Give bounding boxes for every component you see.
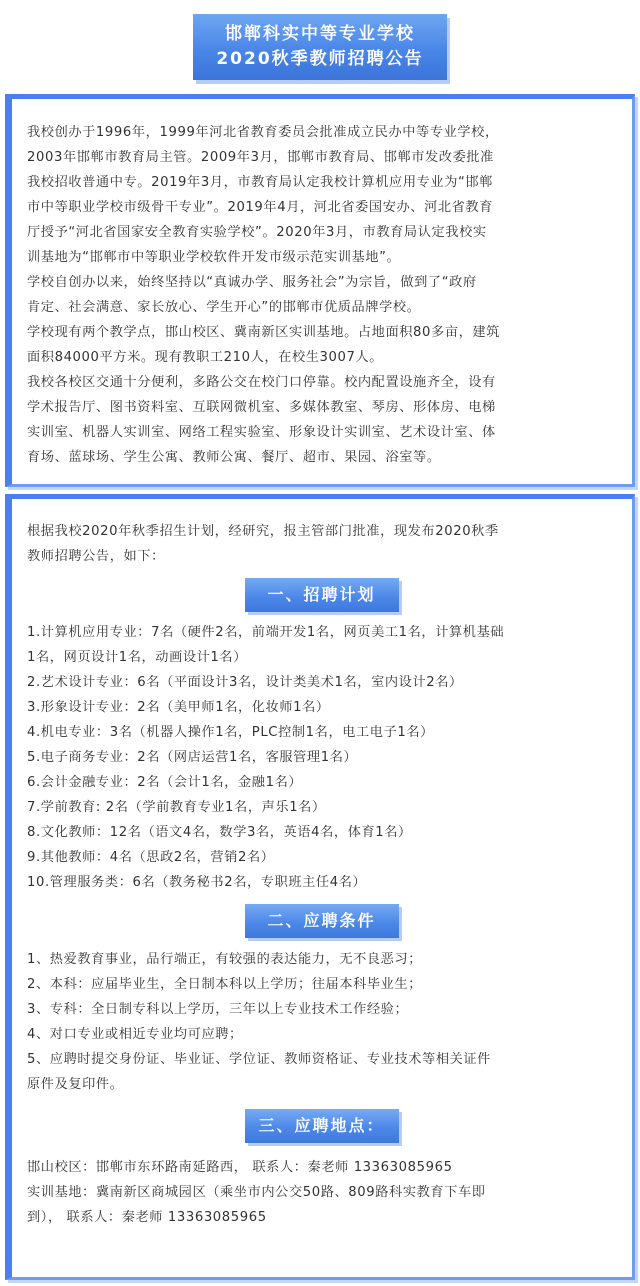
intro-line: 育场、蓝球场、学生公寓、教师公寓、餐厅、超市、果园、浴室等。 <box>27 450 441 465</box>
section-heading-location: 三、应聘地点： <box>245 1109 399 1143</box>
announcement-title: 2020秋季教师招聘公告 <box>216 49 424 69</box>
intro-line: 我校各校区交通十分便利，多路公交在校门口停靠。校内配置设施齐全，设有 <box>27 375 496 390</box>
plan-line: 5.电子商务专业：2名（网店运营1名，客服管理1名） <box>27 750 358 765</box>
condition-line: 5、应聘时提交身份证、毕业证、学位证、教师资格证、专业技术等相关证件 <box>27 1052 491 1067</box>
plan-line: 10.管理服务类：6名（教务秘书2名，专职班主任4名） <box>27 875 367 890</box>
announcement-line: 根据我校2020年秋季招生计划，经研究，报主管部门批准，现发布2020秋季 <box>27 524 499 539</box>
intro-line: 训基地为“邯郸市中等职业学校软件开发市级示范实训基地”。 <box>27 250 401 265</box>
plan-line: 4.机电专业：3名（机器人操作1名，PLC控制1名，电工电子1名） <box>27 725 434 740</box>
intro-line: 肯定、社会满意、家长放心、学生开心”的邯郸市优质品牌学校。 <box>27 300 421 315</box>
intro-line: 市中等职业学校市级骨干专业”。2019年4月，河北省委国安办、河北省教育 <box>27 200 494 215</box>
condition-line: 原件及复印件。 <box>27 1077 124 1092</box>
intro-line: 面积84000平方米。现有教职工210人，在校生3007人。 <box>27 350 384 365</box>
intro-line: 学校自创办以来，始终坚持以“真诚办学、服务社会”为宗旨，做到了“政府 <box>27 275 477 290</box>
intro-line: 2003年邯郸市教育局主管。2009年3月，邯郸市教育局、邯郸市发改委批准 <box>27 150 494 165</box>
location-line: 实训基地：冀南新区商城园区（乘坐市内公交50路、809路科实教育下车即 <box>27 1185 486 1200</box>
intro-panel <box>5 94 635 487</box>
intro-line: 学校现有两个教学点，邯山校区、冀南新区实训基地。占地面积80多亩，建筑 <box>27 325 500 340</box>
plan-line: 9.其他教师：4名（思政2名，营销2名） <box>27 850 275 865</box>
announcement-line: 教师招聘公告，如下： <box>27 549 165 564</box>
recruitment-panel <box>5 494 635 1280</box>
location-line: 邯山校区：邯郸市东环路南延路西， 联系人：秦老师 13363085965 <box>27 1160 453 1175</box>
plan-line: 1.计算机应用专业：7名（硬件2名，前端开发1名，网页美工1名，计算机基础 <box>27 625 505 640</box>
title-banner <box>193 14 447 80</box>
condition-line: 2、本科：应届毕业生，全日制本科以上学历；往届本科毕业生； <box>27 977 423 992</box>
plan-line: 7.学前教育: 2名（学前教育专业1名，声乐1名） <box>27 800 326 815</box>
plan-line: 1名，网页设计1名，动画设计1名） <box>27 650 247 665</box>
plan-line: 8.文化教师：12名（语文4名，数学3名，英语4名，体育1名） <box>27 825 412 840</box>
intro-line: 厅授予“河北省国家安全教育实验学校”。2020年3月，市教育局认定我校实 <box>27 225 487 240</box>
plan-line: 2.艺术设计专业：6名（平面设计3名，设计类美术1名，室内设计2名） <box>27 675 463 690</box>
condition-line: 1、热爱教育事业，品行端正，有较强的表达能力，无不良恶习； <box>27 952 423 967</box>
intro-line: 我校招收普通中专。2019年3月，市教育局认定我校计算机应用专业为“邯郸 <box>27 175 494 190</box>
intro-line: 实训室、机器人实训室、网络工程实验室、形象设计实训室、艺术设计室、体 <box>27 425 496 440</box>
school-name: 邯郸科实中等专业学校 <box>225 24 415 44</box>
intro-line: 学术报告厅、图书资料室、互联网微机室、多媒体教室、琴房、形体房、电梯 <box>27 400 496 415</box>
section-heading-conditions: 二、应聘条件 <box>245 904 399 938</box>
plan-line: 6.会计金融专业：2名（会计1名，金融1名） <box>27 775 303 790</box>
intro-line: 我校创办于1996年，1999年河北省教育委员会批准成立民办中等专业学校， <box>27 125 499 140</box>
plan-line: 3.形象设计专业：2名（美甲师1名，化妆师1名） <box>27 700 330 715</box>
location-line: 到）， 联系人：秦老师 13363085965 <box>27 1210 267 1225</box>
condition-line: 3、专科：全日制专科以上学历，三年以上专业技术工作经验； <box>27 1002 409 1017</box>
condition-line: 4、对口专业或相近专业均可应聘； <box>27 1027 243 1042</box>
section-heading-plan: 一、招聘计划 <box>245 578 399 612</box>
